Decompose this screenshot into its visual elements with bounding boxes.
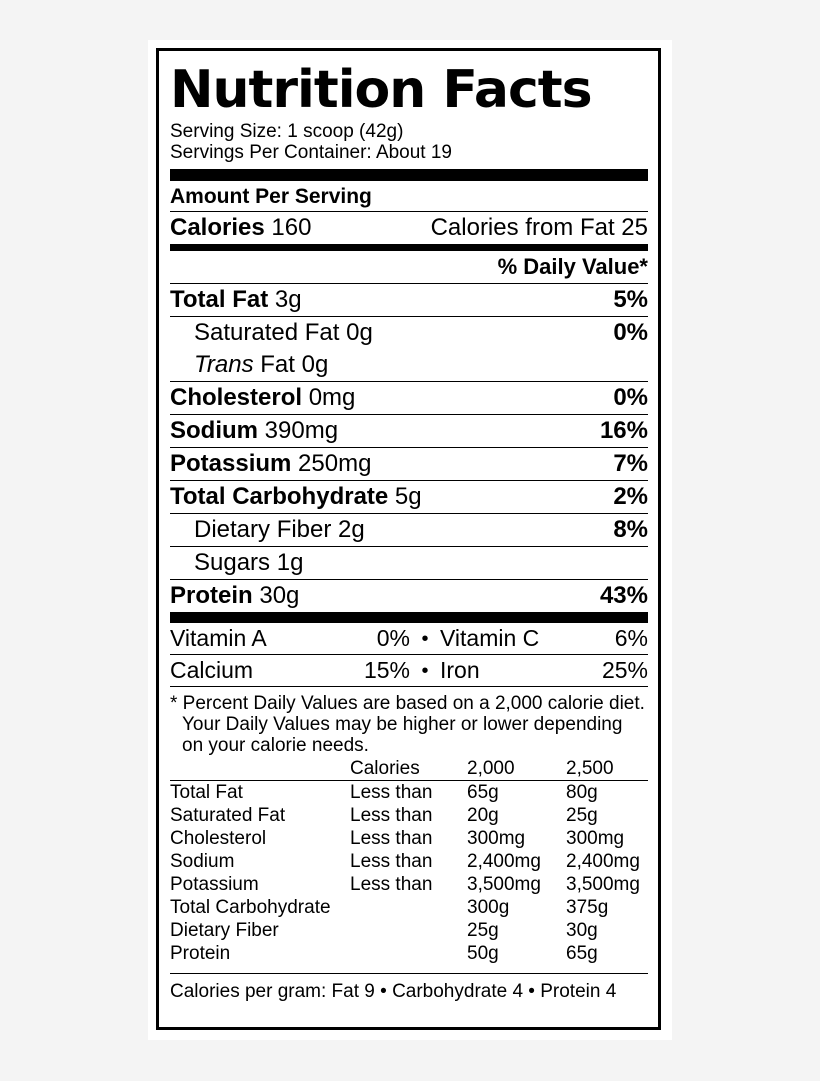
vitamin-dv: 0% [376,625,410,651]
table-row [170,781,648,805]
amount-per-serving: Amount Per Serving [170,184,372,208]
table-cell: 300mg [467,828,526,849]
nutrient-dv: 16% [599,417,648,444]
table-row [170,919,648,942]
table-cell: Less than [350,828,433,849]
calories-per-gram: Calories per gram: Fat 9 • Carbohydrate 4 • Protein 4 [170,981,617,1002]
nutrient-amount: 30g [259,582,300,609]
bullet-separator: • [421,659,429,682]
table-cell [350,919,467,942]
table-cell: Total Fat [170,781,350,805]
footnote-line: on your calorie needs. [182,735,369,756]
table-header-cell: Calories [350,757,420,779]
table-row [170,850,648,873]
calories-fat-value: 25 [621,214,648,241]
footnote [170,687,648,756]
table-cell: Sodium [170,851,235,872]
nutrient-name: Total Fat [170,286,269,313]
table-cell: Potassium [170,874,259,895]
table-cell: Total Carbohydrate [170,897,331,918]
table-row [170,873,648,896]
nutrient-row-protein [170,580,648,612]
nutrient-row-potassium [170,448,648,480]
table-cell: 300mg [566,828,625,849]
servings-per-container: Servings Per Container: About 19 [170,142,453,163]
table-cell: 65g [566,943,598,964]
nutrient-row-dietary-fiber [170,514,648,546]
nutrient-amount: 2g [338,516,365,543]
table-cell: 3,500mg [566,874,640,895]
calories-fat-label: Calories from Fat [430,214,615,241]
nutrition-facts-label [156,48,661,1030]
table-cell: 2,400mg [566,851,640,872]
nutrient-row-saturated-fat [170,317,648,349]
table-row [170,804,648,827]
vitamin-row [170,623,648,654]
nutrient-row-total-carbohydrate [170,481,648,513]
nutrient-dv: 0% [613,384,648,411]
table-row [170,827,648,850]
table-cell: 25g [566,805,598,826]
calories-label: Calories [170,214,265,241]
table-cell: 65g [467,781,566,805]
calories-value: 160 [271,214,312,241]
nutrient-amount: 1g [276,549,304,576]
nutrient-row-sodium [170,415,648,447]
vitamin-dv: 25% [601,657,648,683]
nutrient-name: Sugars [194,549,271,576]
table-cell: 300g [467,897,510,918]
table-cell: 80g [566,781,648,805]
table-cell: Less than [350,851,433,872]
table-cell: 375g [566,897,609,918]
nutrient-row-cholesterol [170,382,648,414]
nutrient-name: Fat [260,351,295,378]
table-cell: Dietary Fiber [170,920,279,941]
vitamin-name: Vitamin C [440,625,540,651]
table-cell: Less than [350,874,433,895]
nutrient-row-sugars [170,547,648,579]
table-header-row [170,756,648,781]
nutrient-amount: 0g [346,319,373,346]
vitamin-name: Calcium [170,657,254,683]
table-cell: Protein [170,943,231,964]
table-cell: 50g [467,943,499,964]
nutrient-dv: 0% [613,319,648,346]
nutrient-amount: 0g [301,351,329,378]
table-cell: 30g [566,920,598,941]
table-cell: Saturated Fat [170,805,286,826]
vitamin-name: Iron [440,657,480,683]
nutrient-name: Total Carbohydrate [170,483,389,510]
nutrient-row-trans-fat [170,349,648,381]
nutrient-name: Potassium [170,450,292,477]
table-cell: Less than [350,781,467,805]
nutrient-name: Cholesterol [170,384,303,411]
table-header-cell: 2,500 [566,757,614,779]
nutrient-amount: 390mg [264,417,339,444]
thick-divider [170,169,648,181]
table-cell: Cholesterol [170,828,267,849]
vitamin-dv: 6% [614,625,648,651]
calories-row [170,212,648,244]
table-cell: Less than [350,805,433,826]
table-cell: 2,400mg [467,851,541,872]
label-title: Nutrition Facts [170,60,592,120]
nutrient-dv: 5% [613,286,648,313]
nutrient-dv: 43% [599,582,648,609]
nutrient-dv: 2% [613,483,648,510]
nutrient-row-total-fat [170,284,648,316]
nutrient-amount: 250mg [298,450,372,477]
table-cell: 20g [467,805,499,826]
table-cell [350,896,467,919]
calories-total [170,216,311,240]
calories-from-fat [431,216,648,240]
table-header-cell [170,756,350,781]
table-cell: 3,500mg [467,874,541,895]
nutrient-dv: 7% [613,450,648,477]
vitamin-name: Vitamin A [170,625,267,651]
nutrient-name: Protein [170,582,253,609]
nutrient-amount: 5g [394,483,422,510]
nutrient-name: Dietary Fiber [194,516,332,543]
vitamin-row [170,655,648,686]
table-cell: 25g [467,920,499,941]
nutrient-amount: 0mg [308,384,356,411]
footnote-line: * Percent Daily Values are based on a 2,000 calorie diet. [170,693,645,714]
footnote-line: Your Daily Values may be higher or lower depending [182,714,623,735]
nutrient-name: Saturated Fat [194,319,340,346]
nutrient-name: Sodium [170,417,258,444]
vitamin-dv: 15% [363,657,410,683]
table-row [170,896,648,919]
daily-values-reference-table [170,756,648,965]
table-cell [350,942,467,965]
nutrient-name-italic: Trans [194,351,254,378]
bullet-separator: • [421,627,429,650]
serving-size: Serving Size: 1 scoop (42g) [170,121,404,142]
nutrient-amount: 3g [274,286,302,313]
nutrient-dv: 8% [613,516,648,543]
daily-value-header: % Daily Value* [497,254,648,279]
heavy-divider [170,612,648,623]
table-row [170,942,648,965]
medium-divider [170,244,648,251]
table-header-cell: 2,000 [467,757,515,779]
